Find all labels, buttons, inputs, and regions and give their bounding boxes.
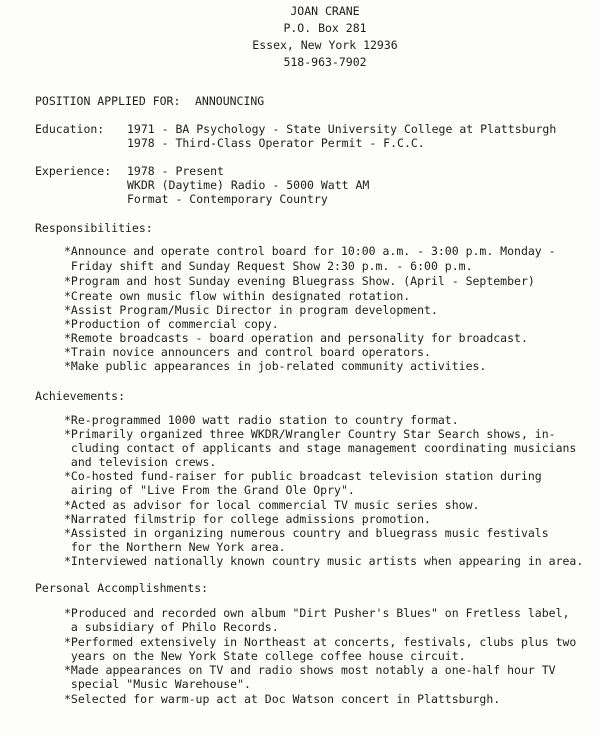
responsibility-item: *Create own music flow within designated rotation.	[64, 289, 411, 303]
achievement-item: *Re-programmed 1000 watt radio station to country format.	[64, 413, 459, 427]
position-value: ANNOUNCING	[195, 94, 265, 108]
achievement-item: *Assisted in organizing numerous country and bluegrass music festivals	[64, 526, 549, 540]
experience-line: Format - Contemporary Country	[127, 192, 328, 206]
responsibilities-heading: Responsibilities:	[35, 221, 153, 235]
personal-item: a subsidiary of Philo Records.	[64, 620, 279, 634]
responsibility-item: *Announce and operate control board for 10:00 a.m. - 3:00 p.m. Monday -	[64, 244, 556, 258]
address-line-2: Essex, New York 12936	[252, 38, 398, 52]
education-line: 1971 - BA Psychology - State University College at Plattsburgh	[127, 122, 557, 136]
position-label: POSITION APPLIED FOR:	[35, 94, 181, 108]
achievement-item: *Primarily organized three WKDR/Wrangler Country Star Search shows, in-	[64, 427, 556, 441]
achievement-item: *Acted as advisor for local commercial TV music series show.	[64, 498, 480, 512]
achievement-item: *Narrated filmstrip for college admissions promotion.	[64, 512, 431, 526]
experience-label: Experience:	[35, 164, 112, 178]
responsibility-item: Friday shift and Sunday Request Show 2:30 p.m. - 6:00 p.m.	[64, 259, 473, 273]
responsibility-item: *Make public appearances in job-related community activities.	[64, 359, 487, 373]
personal-item: *Performed extensively in Northeast at concerts, festivals, clubs plus two	[64, 635, 577, 649]
personal-item: special "Music Warehouse".	[64, 677, 251, 691]
education-label: Education:	[35, 122, 105, 136]
responsibility-item: *Train novice announcers and control board operators.	[64, 345, 431, 359]
personal-item: years on the New York State college coffee house circuit.	[64, 649, 466, 663]
phone-number: 518-963-7902	[283, 55, 367, 69]
personal-heading: Personal Accomplishments:	[35, 581, 209, 595]
personal-item: *Produced and recorded own album "Dirt Pusher's Blues" on Fretless label,	[64, 606, 570, 620]
experience-line: 1978 - Present	[127, 164, 224, 178]
personal-item: *Selected for warm-up act at Doc Watson concert in Plattsburgh.	[64, 692, 501, 706]
experience-line: WKDR (Daytime) Radio - 5000 Watt AM	[127, 178, 370, 192]
education-line: 1978 - Third-Class Operator Permit - F.C.C.	[127, 136, 425, 150]
achievement-item: for the Northern New York area.	[64, 540, 286, 554]
achievement-item: *Co-hosted fund-raiser for public broadcast television station during	[64, 469, 542, 483]
address-line-1: P.O. Box 281	[283, 21, 367, 35]
responsibility-item: *Assist Program/Music Director in program development.	[64, 303, 438, 317]
achievement-item: cluding contact of applicants and stage management coordinating musicians	[64, 441, 577, 455]
responsibility-item: *Production of commercial copy.	[64, 317, 279, 331]
achievement-item: airing of "Live From the Grand Ole Opry".	[64, 483, 355, 497]
responsibility-item: *Remote broadcasts - board operation and personality for broadcast.	[64, 331, 528, 345]
responsibility-item: *Program and host Sunday evening Bluegrass Show. (April - September)	[64, 274, 535, 288]
achievements-heading: Achievements:	[35, 389, 126, 403]
applicant-name: JOAN CRANE	[290, 4, 360, 18]
personal-item: *Made appearances on TV and radio shows most notably a one-half hour TV	[64, 663, 556, 677]
achievement-item: *Interviewed nationally known country music artists when appearing in area.	[64, 554, 584, 568]
achievement-item: and television crews.	[64, 455, 217, 469]
